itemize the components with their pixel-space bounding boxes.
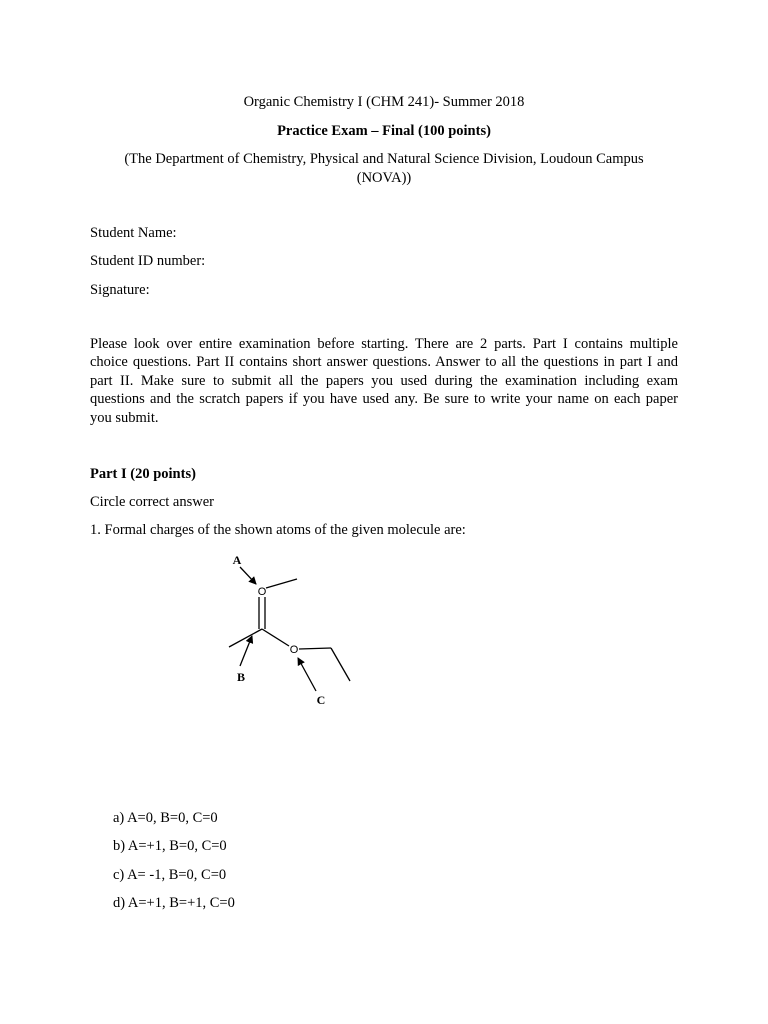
instructions-line: Please look over entire examination before starting. There are 2 parts. Part I contains multiple [90, 336, 678, 352]
option-b[interactable]: b) A=+1, B=0, C=0 [113, 838, 227, 854]
instructions-line: you submit. [90, 409, 159, 426]
option-a[interactable]: a) A=0, B=0, C=0 [113, 810, 218, 826]
label-c: C [316, 693, 326, 707]
instructions-line: questions and the scratch papers if you have used any. Be sure to write your name on each paper [90, 391, 678, 408]
bond-carbon-methyl [229, 629, 262, 647]
exam-title: Practice Exam – Final (100 points) [277, 123, 491, 139]
instructions-paragraph [90, 335, 678, 427]
molecule-structure [200, 545, 370, 715]
option-d[interactable]: d) A=+1, B=+1, C=0 [113, 895, 235, 911]
option-c[interactable]: c) A= -1, B=0, C=0 [113, 867, 227, 883]
bond-o2-ch2 [299, 648, 331, 649]
part1-heading: Part I (20 points) [90, 466, 196, 482]
department-line-1: (The Department of Chemistry, Physical and Natural Science Division, Loudoun Campus [124, 151, 644, 167]
student-id-label: Student ID number: [90, 253, 206, 269]
department-line-2: (NOVA)) [356, 170, 412, 186]
label-a: A [232, 553, 242, 567]
signature-label: Signature: [90, 282, 150, 298]
question1-prompt: 1. Formal charges of the shown atoms of the given molecule are: [90, 522, 466, 538]
atom-o1: O [257, 586, 267, 598]
course-title: Organic Chemistry I (CHM 241)- Summer 2018 [243, 94, 525, 110]
bond-o1-methyl [266, 579, 297, 588]
student-name-label: Student Name: [90, 225, 177, 241]
arrow-a [240, 567, 256, 584]
atom-o2: O [289, 644, 299, 656]
part1-directive: Circle correct answer [90, 494, 214, 510]
instructions-line: choice questions. Part II contains short answer questions. Answer to all the questions in part I and [90, 354, 678, 371]
arrow-c [298, 658, 316, 691]
label-b: B [236, 670, 246, 684]
instructions-line: part II. Make sure to submit all the papers you used during the examination including exam [90, 372, 678, 389]
bond-ch2-ch3 [331, 648, 350, 681]
bond-carbon-o2 [262, 629, 289, 646]
